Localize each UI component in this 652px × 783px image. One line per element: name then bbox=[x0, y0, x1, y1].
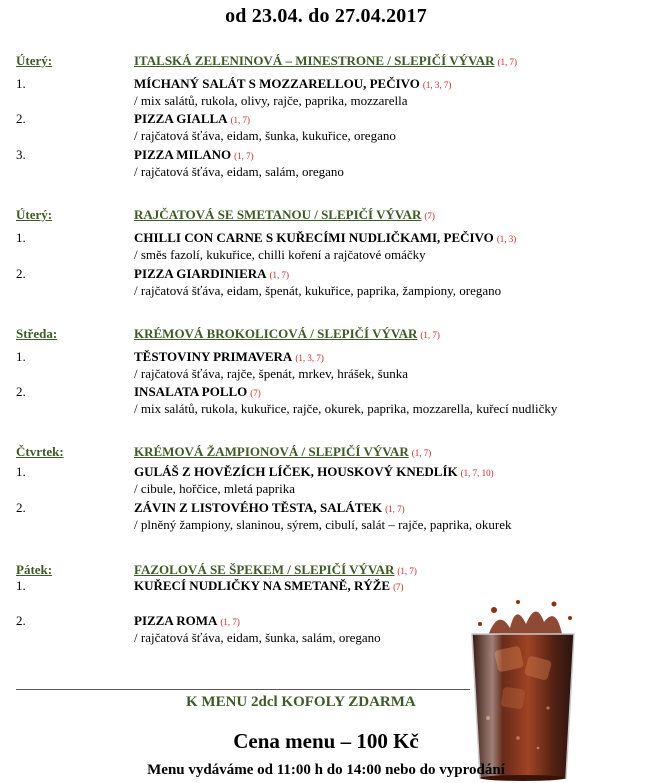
meal-number: 2. bbox=[16, 384, 26, 399]
meal-number: 2. bbox=[16, 111, 26, 126]
meal-name bbox=[134, 111, 250, 127]
meal-title: INSALATA POLLO bbox=[134, 384, 248, 399]
meal-number: 1. bbox=[16, 464, 26, 479]
day-name: Úterý: bbox=[16, 207, 53, 222]
soup-of-day bbox=[134, 326, 440, 342]
soup-name: ITALSKÁ ZELENINOVÁ – MINESTRONE / SLEPIČÍ VÝVAR bbox=[134, 53, 495, 68]
soup-of-day bbox=[134, 444, 431, 460]
soup-of-day bbox=[134, 207, 435, 223]
day-name: Čtvrtek: bbox=[16, 444, 64, 459]
meal-number: 2. bbox=[16, 266, 26, 281]
meal-number: 1. bbox=[16, 349, 26, 364]
meal-allergens: (1, 7) bbox=[220, 617, 240, 627]
meal-allergens: (1, 3, 7) bbox=[295, 353, 324, 363]
meal-title: ZÁVIN Z LISTOVÉHO TĚSTA, SALÁTEK bbox=[134, 500, 383, 515]
meal-allergens: (7) bbox=[393, 582, 404, 592]
day-name: Středa: bbox=[16, 326, 58, 341]
meal-description: / plněný žampiony, slaninou, sýrem, cibulí, salát – rajče, paprika, okurek bbox=[134, 517, 512, 532]
meal-number: 1. bbox=[16, 578, 26, 593]
meal-allergens: (1, 3) bbox=[496, 234, 517, 244]
meal-title: KUŘECÍ NUDLIČKY NA SMETANĚ, RÝŽE bbox=[134, 578, 391, 593]
meal-number: 3. bbox=[16, 147, 26, 162]
meal-description: / rajčatová šťáva, eidam, šunka, salám, oregano bbox=[134, 630, 381, 645]
meal-name bbox=[134, 464, 494, 480]
meal-title: PIZZA GIARDINIERA bbox=[134, 266, 267, 281]
meal-number: 2. bbox=[16, 500, 26, 515]
meal-name bbox=[134, 76, 451, 92]
meal-name bbox=[134, 266, 289, 282]
menu-price: Cena menu – 100 Kč bbox=[233, 729, 419, 753]
meal-description: / cibule, hořčice, mletá paprika bbox=[134, 481, 295, 496]
soup-allergens: (1, 7) bbox=[411, 448, 432, 458]
meal-title: TĚSTOVINY PRIMAVERA bbox=[134, 349, 293, 364]
meal-description: / mix salátů, rukola, kukuřice, rajče, okurek, paprika, mozzarella, kuřecí nudličky bbox=[134, 401, 558, 416]
meal-name bbox=[134, 384, 261, 400]
day-name: Úterý: bbox=[16, 53, 53, 68]
day-header bbox=[16, 326, 636, 344]
meal-name bbox=[134, 349, 324, 365]
menu-date-range: od 23.04. do 27.04.2017 bbox=[225, 5, 427, 27]
day-header bbox=[16, 53, 636, 71]
meal-name bbox=[134, 613, 240, 629]
meal-title: CHILLI CON CARNE S KUŘECÍMI NUDLIČKAMI, PEČIVO bbox=[134, 230, 494, 245]
meal-description: / mix salátů, rukola, olivy, rajče, paprika, mozzarella bbox=[134, 93, 408, 108]
meal-description: / rajčatová šťáva, eidam, salám, oregano bbox=[134, 164, 344, 179]
meal-title: PIZZA MILANO bbox=[134, 147, 232, 162]
kofola-glass-icon bbox=[458, 598, 588, 783]
soup-name: KRÉMOVÁ BROKOLICOVÁ / SLEPIČÍ VÝVAR bbox=[134, 326, 418, 341]
day-header bbox=[16, 444, 636, 462]
soup-name: FAZOLOVÁ SE ŠPEKEM / SLEPIČÍ VÝVAR bbox=[134, 562, 395, 577]
meal-allergens: (1, 3, 7) bbox=[422, 80, 452, 90]
soup-of-day bbox=[134, 562, 417, 578]
soup-allergens: (1, 7) bbox=[420, 330, 440, 340]
meal-name bbox=[134, 500, 405, 516]
meal-allergens: (7) bbox=[250, 388, 261, 398]
meal-allergens: (1, 7) bbox=[230, 115, 251, 125]
meal-number: 1. bbox=[16, 76, 26, 91]
meal-name bbox=[134, 147, 254, 163]
soup-allergens: (7) bbox=[424, 211, 435, 221]
soup-allergens: (1, 7) bbox=[497, 57, 517, 67]
meal-title: GULÁŠ Z HOVĚZÍCH LÍČEK, HOUSKOVÝ KNEDLÍK bbox=[134, 464, 458, 479]
divider-line bbox=[16, 689, 470, 690]
meal-number: 1. bbox=[16, 230, 26, 245]
meal-allergens: (1, 7, 10) bbox=[460, 468, 494, 478]
meal-allergens: (1, 7) bbox=[234, 151, 254, 161]
soup-of-day bbox=[134, 53, 517, 69]
soup-name: RAJČATOVÁ SE SMETANOU / SLEPIČÍ VÝVAR bbox=[134, 207, 422, 222]
meal-description: / rajčatová šťáva, eidam, šunka, kukuřice, oregano bbox=[134, 128, 396, 143]
meal-allergens: (1, 7) bbox=[385, 504, 405, 514]
meal-description: / rajčatová šťáva, rajče, špenát, mrkev, hrášek, šunka bbox=[134, 366, 408, 381]
day-header bbox=[16, 207, 636, 225]
day-name: Pátek: bbox=[16, 562, 53, 577]
serving-hours: Menu vydáváme od 11:00 h do 14:00 nebo do vyprodání bbox=[147, 762, 505, 778]
meal-allergens: (1, 7) bbox=[269, 270, 290, 280]
meal-title: PIZZA ROMA bbox=[134, 613, 218, 628]
meal-number: 2. bbox=[16, 613, 26, 628]
soup-name: KRÉMOVÁ ŽAMPIONOVÁ / SLEPIČÍ VÝVAR bbox=[134, 444, 409, 459]
meal-title: MÍCHANÝ SALÁT S MOZZARELLOU, PEČIVO bbox=[134, 76, 420, 91]
meal-name bbox=[134, 230, 516, 246]
meal-title: PIZZA GIALLA bbox=[134, 111, 228, 126]
meal-description: / směs fazolí, kukuřice, chilli koření a rajčatové omáčky bbox=[134, 247, 426, 262]
drink-offer: K MENU 2dcl KOFOLY ZDARMA bbox=[186, 694, 416, 710]
meal-description: / rajčatová šťáva, eidam, špenát, kukuřice, paprika, žampiony, oregano bbox=[134, 283, 502, 298]
soup-allergens: (1, 7) bbox=[397, 566, 417, 576]
meal-name bbox=[134, 578, 404, 594]
